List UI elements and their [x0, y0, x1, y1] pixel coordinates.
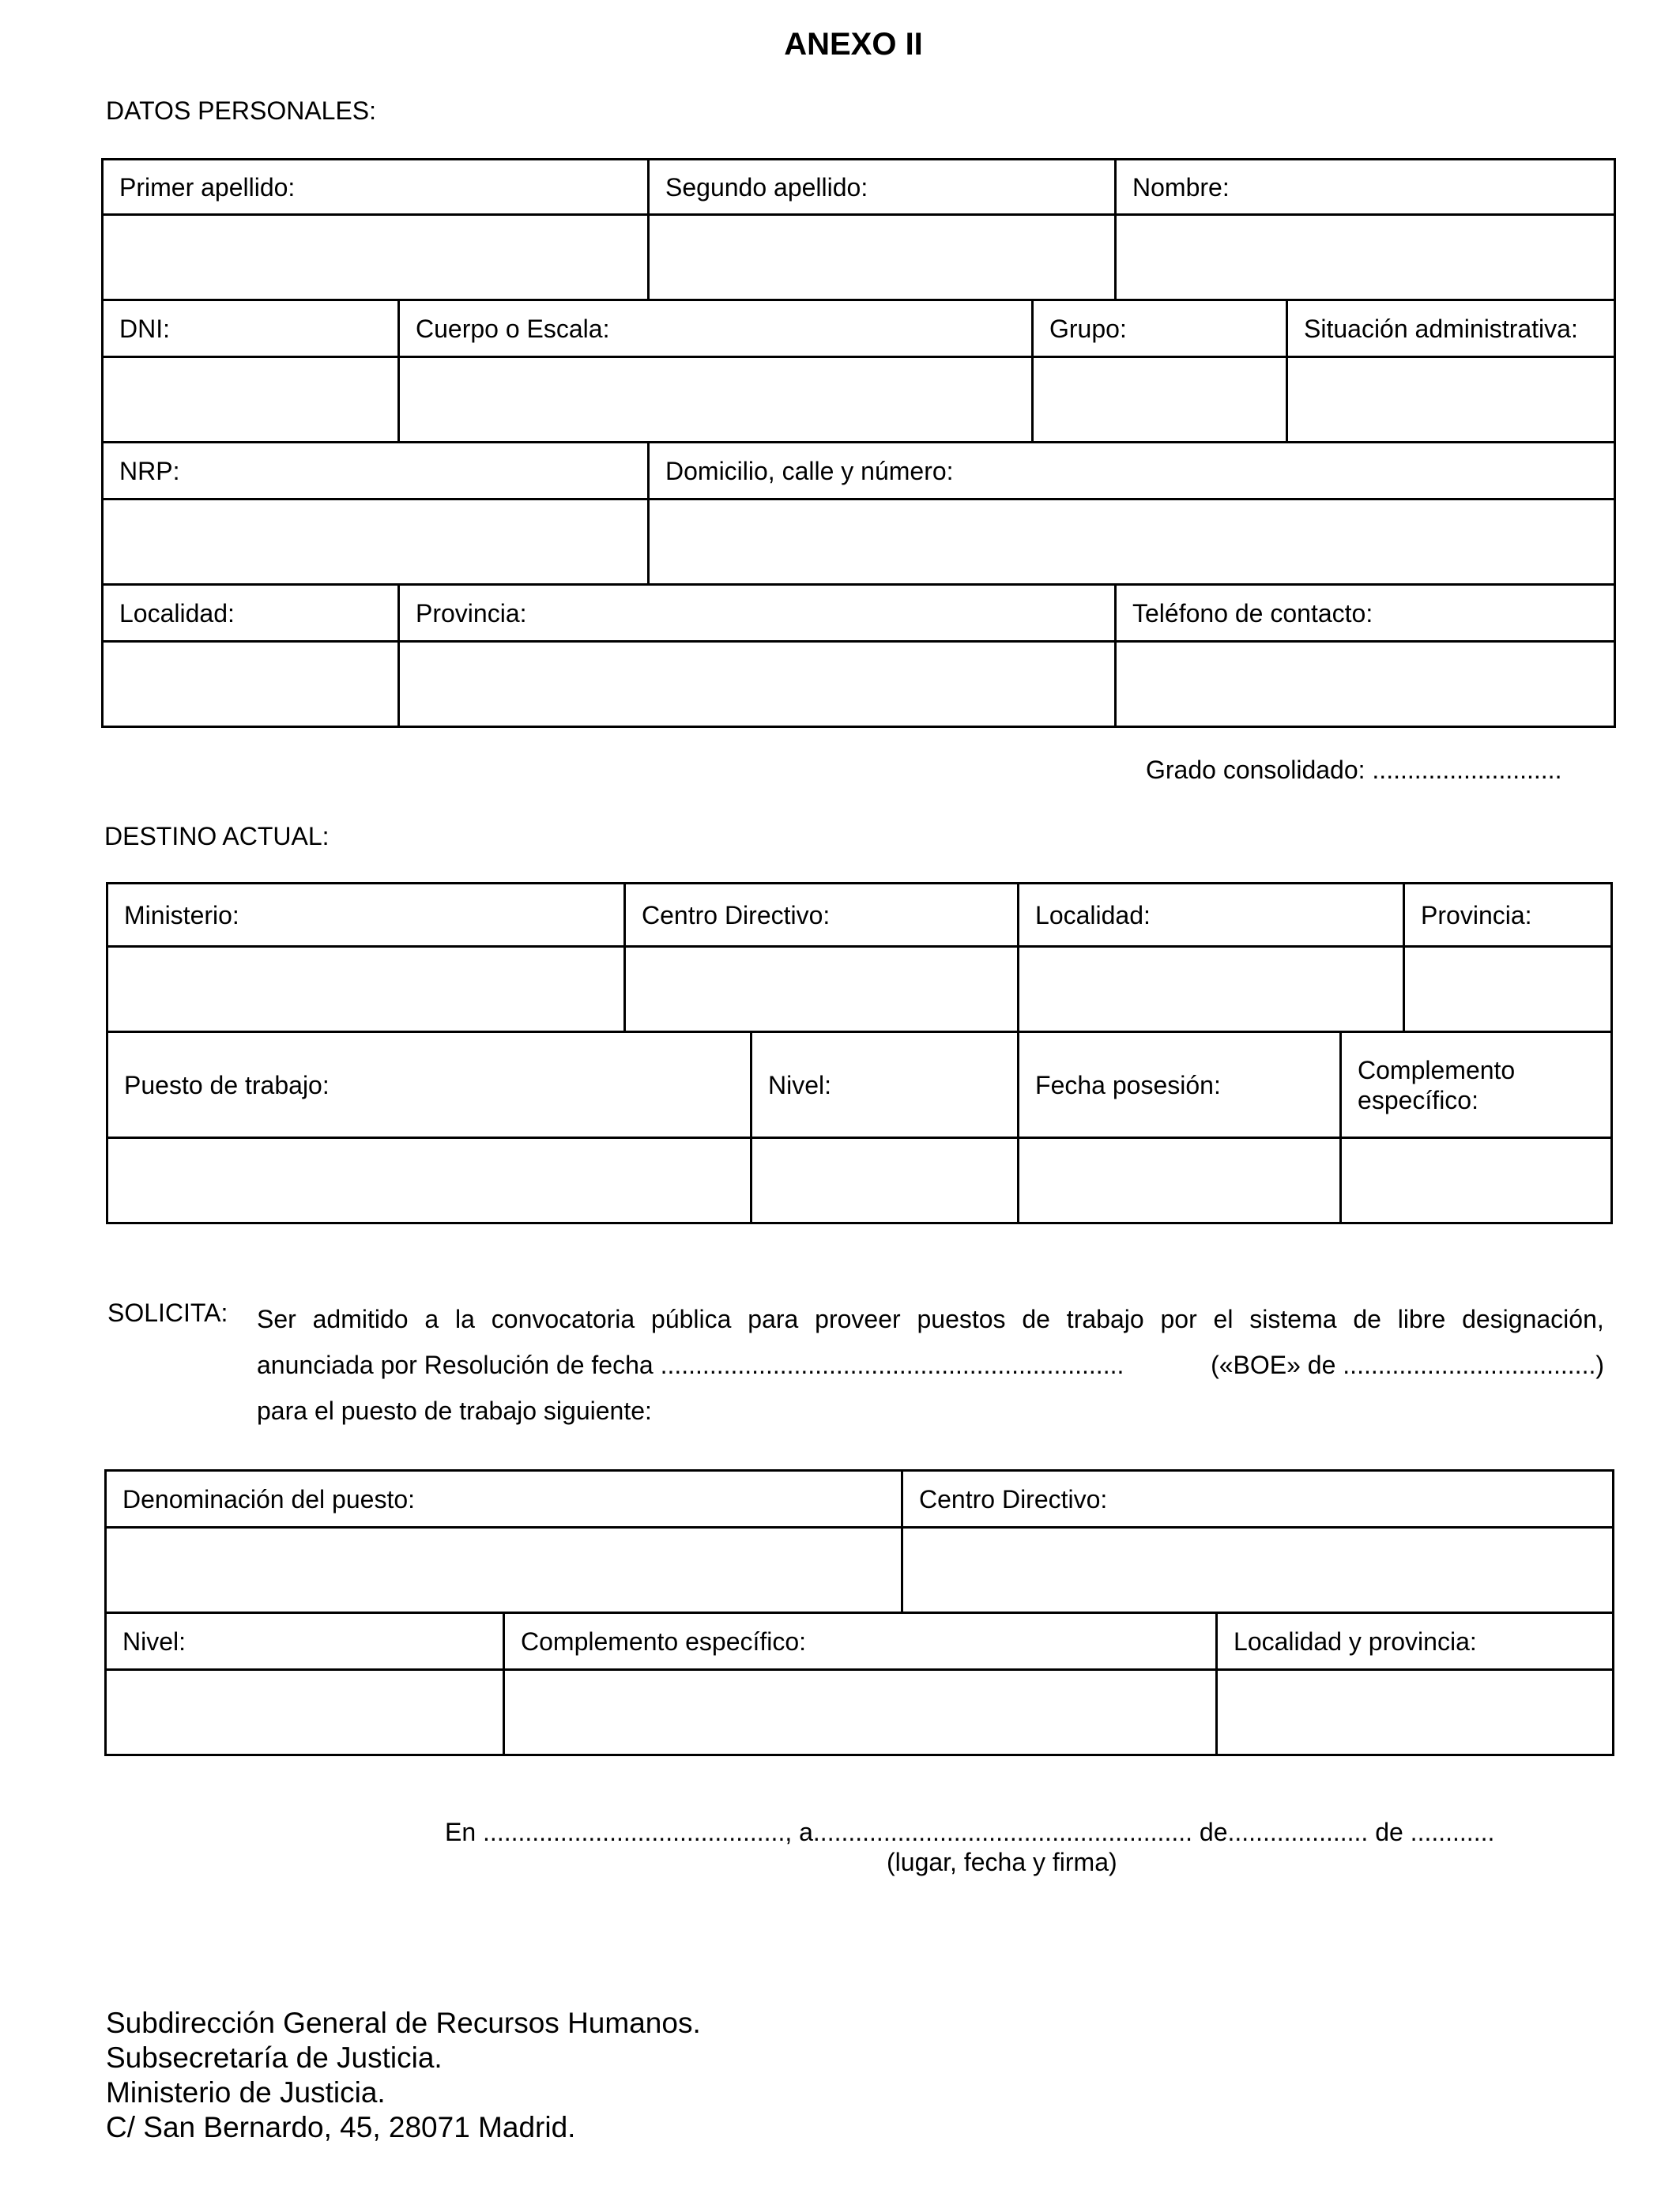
solicita-word: sistema	[1249, 1305, 1337, 1333]
field-nivel-destino[interactable]	[751, 1138, 1019, 1223]
solicita-word: trabajo	[1066, 1305, 1144, 1333]
solicita-line-1	[257, 1296, 1604, 1342]
field-nrp[interactable]	[103, 499, 649, 585]
label-localidad-provincia: Localidad y provincia:	[1217, 1613, 1614, 1670]
label-complemento-especifico: Complemento específico:	[1341, 1032, 1612, 1138]
solicita-word: pública	[651, 1305, 732, 1333]
label-segundo-apellido: Segundo apellido:	[649, 160, 1116, 215]
label-puesto-trabajo: Puesto de trabajo:	[107, 1032, 751, 1138]
field-domicilio[interactable]	[649, 499, 1615, 585]
page-title: ANEXO II	[784, 27, 923, 62]
label-nivel-solicitado: Nivel:	[106, 1613, 504, 1670]
address-line-4: C/ San Bernardo, 45, 28071 Madrid.	[106, 2111, 576, 2143]
solicita-word: la	[455, 1305, 475, 1333]
label-dni: DNI:	[103, 300, 399, 357]
field-nivel-solicitado[interactable]	[106, 1670, 504, 1755]
address-line-1: Subdirección General de Recursos Humanos.	[106, 2007, 701, 2039]
solicita-word: Ser	[257, 1305, 296, 1333]
field-segundo-apellido[interactable]	[649, 215, 1116, 300]
field-localidad[interactable]	[103, 642, 399, 727]
solicita-word: designación,	[1462, 1305, 1604, 1333]
puesto-solicitado-table	[104, 1469, 1614, 1756]
field-grupo[interactable]	[1033, 357, 1287, 443]
firma-line: En ..........................................., a...................................................... de.................... de ............	[445, 1818, 1495, 1846]
field-denominacion-puesto[interactable]	[106, 1528, 902, 1613]
label-localidad-destino: Localidad:	[1019, 884, 1404, 947]
label-grupo: Grupo:	[1033, 300, 1287, 357]
field-telefono[interactable]	[1116, 642, 1615, 727]
section-heading-destino-actual: DESTINO ACTUAL:	[104, 822, 330, 850]
solicita-word: libre	[1397, 1305, 1446, 1333]
datos-personales-table	[101, 158, 1616, 728]
field-dni[interactable]	[103, 357, 399, 443]
label-ministerio: Ministerio:	[107, 884, 625, 947]
field-localidad-provincia[interactable]	[1217, 1670, 1614, 1755]
label-nrp: NRP:	[103, 443, 649, 499]
firma-caption: (lugar, fecha y firma)	[887, 1848, 1117, 1876]
grado-consolidado: Grado consolidado: ...........................	[1146, 756, 1562, 784]
solicita-word: admitido	[312, 1305, 409, 1333]
solicita-line-2: anunciada por Resolución de fecha .................................................................. («BOE» de ....................................)	[257, 1351, 1604, 1379]
solicita-word: proveer	[815, 1305, 901, 1333]
field-fecha-posesion[interactable]	[1019, 1138, 1341, 1223]
label-provincia-destino: Provincia:	[1404, 884, 1612, 947]
field-situacion-administrativa[interactable]	[1287, 357, 1615, 443]
solicita-word: de	[1353, 1305, 1381, 1333]
solicita-word: por	[1160, 1305, 1197, 1333]
field-complemento-solicitado[interactable]	[504, 1670, 1217, 1755]
field-puesto-trabajo[interactable]	[107, 1138, 751, 1223]
field-centro-directivo[interactable]	[625, 947, 1019, 1032]
field-provincia[interactable]	[399, 642, 1116, 727]
address-block	[106, 2006, 701, 2145]
solicita-word: el	[1213, 1305, 1234, 1333]
label-centro-directivo-solicitado: Centro Directivo:	[902, 1471, 1614, 1528]
address-line-3: Ministerio de Justicia.	[106, 2076, 386, 2109]
field-centro-directivo-solicitado[interactable]	[902, 1528, 1614, 1613]
label-denominacion-puesto: Denominación del puesto:	[106, 1471, 902, 1528]
label-fecha-posesion: Fecha posesión:	[1019, 1032, 1341, 1138]
solicita-word: a	[424, 1305, 439, 1333]
solicita-word: de	[1022, 1305, 1050, 1333]
field-nombre[interactable]	[1116, 215, 1615, 300]
label-primer-apellido: Primer apellido:	[103, 160, 649, 215]
solicita-label: SOLICITA:	[107, 1299, 228, 1327]
label-localidad: Localidad:	[103, 585, 399, 642]
field-localidad-destino[interactable]	[1019, 947, 1404, 1032]
label-nombre: Nombre:	[1116, 160, 1615, 215]
field-provincia-destino[interactable]	[1404, 947, 1612, 1032]
solicita-text	[257, 1296, 1604, 1434]
field-ministerio[interactable]	[107, 947, 625, 1032]
section-heading-datos-personales: DATOS PERSONALES:	[106, 96, 377, 125]
label-complemento-solicitado: Complemento específico:	[504, 1613, 1217, 1670]
solicita-word: convocatoria	[491, 1305, 635, 1333]
address-line-2: Subsecretaría de Justicia.	[106, 2041, 443, 2074]
label-nivel-destino: Nivel:	[751, 1032, 1019, 1138]
field-complemento-especifico[interactable]	[1341, 1138, 1612, 1223]
label-domicilio: Domicilio, calle y número:	[649, 443, 1615, 499]
label-cuerpo-escala: Cuerpo o Escala:	[399, 300, 1033, 357]
solicita-word: puestos	[917, 1305, 1006, 1333]
field-primer-apellido[interactable]	[103, 215, 649, 300]
field-cuerpo-escala[interactable]	[399, 357, 1033, 443]
label-situacion-administrativa: Situación administrativa:	[1287, 300, 1615, 357]
label-centro-directivo: Centro Directivo:	[625, 884, 1019, 947]
destino-actual-table	[106, 882, 1613, 1224]
solicita-word: para	[748, 1305, 799, 1333]
label-telefono: Teléfono de contacto:	[1116, 585, 1615, 642]
solicita-line-3: para el puesto de trabajo siguiente:	[257, 1397, 652, 1425]
label-provincia: Provincia:	[399, 585, 1116, 642]
